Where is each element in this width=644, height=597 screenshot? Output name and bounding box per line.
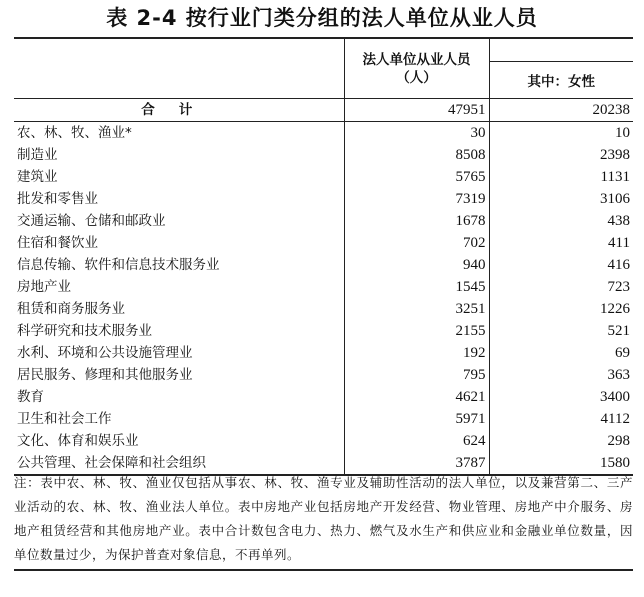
female-cell: 69 [489,342,633,364]
employees-cell: 702 [344,232,489,254]
table-row [14,254,633,276]
industry-cell: 房地产业 [17,279,71,295]
employees-cell: 795 [344,364,489,386]
female-cell: 438 [489,210,633,232]
table-row [14,342,633,364]
total-female: 20238 [489,99,633,122]
table-row [14,166,633,188]
employees-cell: 5971 [344,408,489,430]
industry-cell: 居民服务、修理和其他服务业 [17,367,193,383]
total-label: 合计 [14,99,344,122]
header-employees-unit: （人） [396,69,437,86]
industry-cell: 建筑业 [17,169,58,185]
table-row [14,430,633,452]
header-employees-label: 法人单位从业人员 [362,51,471,68]
table-row [14,188,633,210]
female-cell: 298 [489,430,633,452]
header-blank-cell [489,38,633,62]
table-row [14,144,633,166]
industry-cell: 卫生和社会工作 [17,411,112,427]
table-row [14,408,633,430]
employees-cell: 7319 [344,188,489,210]
employees-cell: 940 [344,254,489,276]
industry-cell: 批发和零售业 [17,191,98,207]
female-cell: 723 [489,276,633,298]
industry-cell: 制造业 [17,147,58,163]
female-cell: 1580 [489,452,633,475]
female-cell: 521 [489,320,633,342]
industry-cell: 信息传输、软件和信息技术服务业 [17,257,220,273]
female-cell: 10 [489,122,633,145]
industry-cell: 交通运输、仓储和邮政业 [17,213,166,229]
female-cell: 3106 [489,188,633,210]
employees-cell: 4621 [344,386,489,408]
table-title: 表 2-4 按行业门类分组的法人单位从业人员 [106,6,538,30]
header-employees [344,38,489,99]
employees-cell: 3787 [344,452,489,475]
female-cell: 3400 [489,386,633,408]
table-row [14,276,633,298]
employees-cell: 192 [344,342,489,364]
industry-cell: 文化、体育和娱乐业 [17,433,139,449]
employees-cell: 3251 [344,298,489,320]
industry-cell: 农、林、牧、渔业* [17,125,132,141]
female-cell: 363 [489,364,633,386]
employees-cell: 624 [344,430,489,452]
female-cell: 2398 [489,144,633,166]
table-row [14,386,633,408]
employees-cell: 1545 [344,276,489,298]
employment-table [14,37,633,476]
employees-cell: 8508 [344,144,489,166]
industry-cell: 住宿和餐饮业 [17,235,98,251]
table-row [14,298,633,320]
female-cell: 416 [489,254,633,276]
header-female: 其中：女性 [489,62,633,99]
table-row [14,364,633,386]
industry-cell: 水利、环境和公共设施管理业 [17,345,193,361]
table-row [14,320,633,342]
industry-cell: 租赁和商务服务业 [17,301,125,317]
industry-cell: 科学研究和技术服务业 [17,323,152,339]
employees-cell: 1678 [344,210,489,232]
employees-cell: 2155 [344,320,489,342]
table-row [14,232,633,254]
table-row [14,122,633,145]
total-employees: 47951 [344,99,489,122]
female-cell: 1226 [489,298,633,320]
female-cell: 411 [489,232,633,254]
industry-cell: 教育 [17,389,44,405]
header-industry-cell [14,38,344,99]
female-cell: 1131 [489,166,633,188]
footnote: 注：表中农、林、牧、渔业仅包括从事农、林、牧、渔专业及辅助性活动的法人单位，以及兼营第二、三产业活动的农、林、牧、渔业法人单位。表中房地产业包括房地产开发经营、物业管理、房地产中介服务、房地产租赁经营和其他房地产业。表中合计数包含电力、热力、燃气及水生产和供应业和金融业单位数量，因单位数量过少，为保护普查对象信息，不再单列。 [14,471,633,571]
industry-cell: 公共管理、社会保障和社会组织 [14,452,344,475]
female-cell: 4112 [489,408,633,430]
employees-cell: 5765 [344,166,489,188]
employees-cell: 30 [344,122,489,145]
table-row [14,210,633,232]
